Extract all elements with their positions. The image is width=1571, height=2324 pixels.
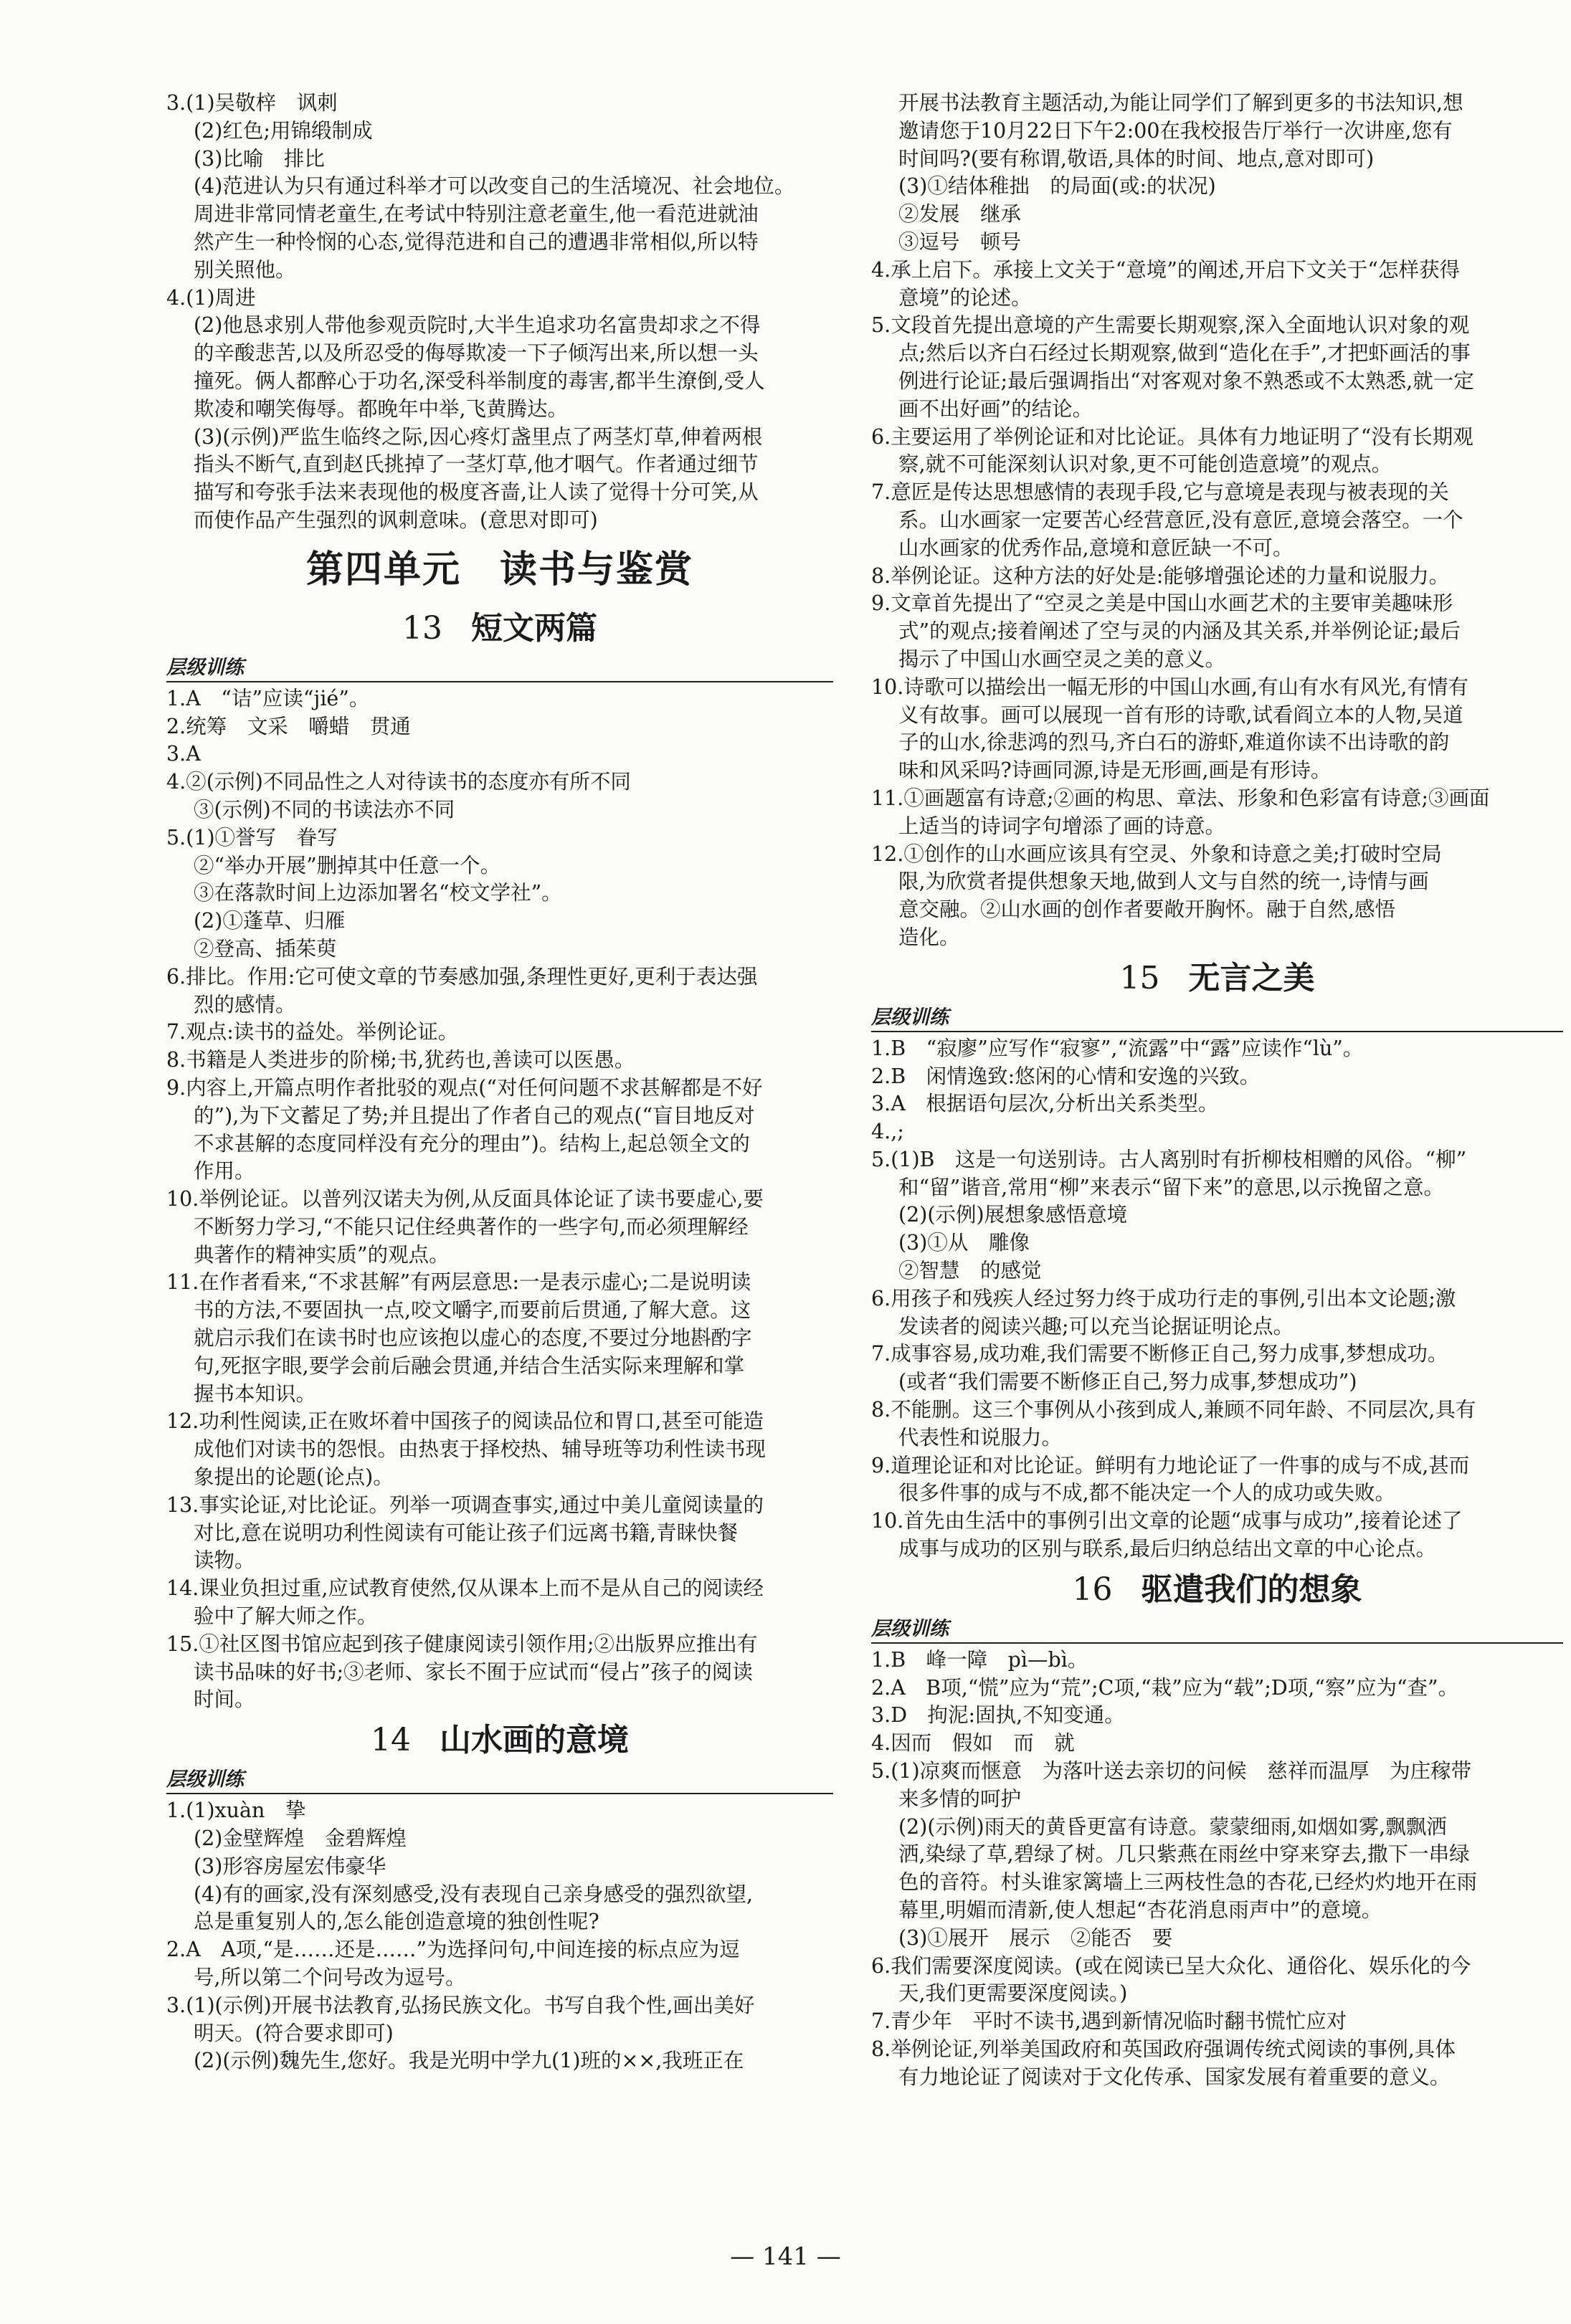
answer-line: 画不出好画”的结论。 [898, 396, 1093, 421]
answer-line: 5.(1)①誉写 眷写 [166, 825, 338, 849]
answer-line: 7.青少年 平时不读书,遇到新情况临时翻书慌忙应对 [871, 2009, 1347, 2034]
section-heading: 层级训练 [871, 1005, 1563, 1032]
answer-line: 6.主要运用了举例论证和对比论证。具体有力地证明了“没有长期观 [871, 424, 1473, 449]
answer-line: (4)范进认为只有通过科举才可以改变自己的生活境况、社会地位。 [194, 174, 795, 199]
answer-line: 1.B “寂廖”应写作“寂寥”,“流露”中“露”应读作“lù”。 [871, 1036, 1364, 1060]
answer-line: 12.功利性阅读,正在败坏着中国孩子的阅读品位和胃口,甚至可能造 [166, 1409, 764, 1434]
answer-line: 来多情的呵护 [898, 1786, 1022, 1811]
answer-line: 总是重复别人的,怎么能创造意境的独创性呢? [194, 1910, 599, 1934]
answer-line: (3)比喻 排比 [194, 146, 325, 171]
answer-line: 上适当的诗词字句增添了画的诗意。 [898, 814, 1226, 838]
answer-line: 9.内容上,开篇点明作者批驳的观点(“对任何问题不求甚解都是不好 [166, 1075, 763, 1100]
answer-line: 10.诗歌可以描绘出一幅无形的中国山水画,有山有水有风光,有情有 [871, 675, 1468, 699]
answer-line: 4.(1)周进 [166, 285, 256, 310]
answer-line: (4)有的画家,没有深刻感受,没有表现自己亲身感受的强烈欲望, [194, 1882, 754, 1906]
answer-line: 系。山水画家一定要苦心经营意匠,没有意匠,意境会落空。一个 [898, 508, 1463, 532]
answer-line: 8.书籍是人类进步的阶梯;书,犹药也,善读可以医愚。 [166, 1048, 635, 1072]
answer-line: 的”),为下文蓄足了势;并且提出了作者自己的观点(“盲目地反对 [194, 1103, 755, 1128]
unit-heading: 第四单元 读书与鉴赏 [305, 548, 693, 591]
answer-line: 7.意匠是传达思想感情的表现手段,它与意境是表现与被表现的关 [871, 480, 1449, 505]
left-column [166, 90, 833, 2075]
answer-line: 3.D 拘泥:固执,不知变通。 [871, 1703, 1125, 1728]
answer-line: 别关照他。 [194, 257, 296, 282]
answer-line: 象提出的论题(论点)。 [194, 1465, 394, 1490]
answer-line: 9.文章首先提出了“空灵之美是中国山水画艺术的主要审美趣味形 [871, 591, 1453, 616]
answer-line: (2)(示例)魏先生,您好。我是光明中学九(1)班的××,我班正在 [194, 2049, 744, 2073]
answer-line: 10.首先由生活中的事例引出文章的论题“成事与成功”,接着论述了 [871, 1509, 1463, 1533]
answer-line: 成事与成功的区别与联系,最后归纳总结出文章的中心论点。 [898, 1537, 1437, 1561]
answer-line: 7.成事容易,成功难,我们需要不断修正自己,努力成事,梦想成功。 [871, 1342, 1448, 1366]
answer-line: (或者“我们需要不断修正自己,努力成事,梦想成功”) [898, 1370, 1357, 1394]
answer-line: 限,为欣赏者提供想象天地,做到人文与自然的统一,诗情与画 [898, 870, 1429, 894]
answer-line: 指头不断气,直到赵氏挑掉了一茎灯草,他才咽气。作者通过细节 [194, 452, 759, 477]
answer-line: 造化。 [898, 925, 960, 949]
answer-line: 4.承上启下。承接上文关于“意境”的阐述,开启下文关于“怎样获得 [871, 257, 1460, 282]
lesson-title [871, 1563, 1563, 1616]
answer-line: 15.①社区图书馆应起到孩子健康阅读引领作用;②出版界应推出有 [166, 1632, 758, 1656]
answer-line: 8.不能删。这三个事例从小孩到成人,兼顾不同年龄、不同层次,具有 [871, 1398, 1476, 1422]
answer-line: 8.举例论证,列举美国政府和英国政府强调传统式阅读的事例,具体 [871, 2037, 1456, 2061]
answer-line: 意境”的论述。 [898, 285, 1032, 310]
answer-line: (3)(示例)严监生临终之际,因心疼灯盏里点了两茎灯草,伸着两根 [194, 424, 763, 449]
answer-line: 就启示我们在读书时也应该抱以虚心的态度,不要过分地斟酌字 [194, 1326, 752, 1351]
answer-line: 4.②(示例)不同品性之人对待读书的态度亦有所不同 [166, 770, 631, 794]
answer-line: ②登高、插茱萸 [194, 936, 337, 961]
answer-line: 1.A “诘”应读“jié”。 [166, 686, 370, 710]
answer-line: 明天。(符合要求即可) [194, 2021, 394, 2045]
answer-line: 2.A B项,“慌”应为“荒”;C项,“栽”应为“载”;D项,“察”应为“查”。 [871, 1675, 1459, 1700]
answer-line: ③逗号 顿号 [898, 229, 1022, 254]
answer-line: 色的音符。村头谁家篱墙上三两枝性急的杏花,已经灼灼地开在雨 [898, 1870, 1478, 1895]
answer-line: 号,所以第二个问号改为逗号。 [194, 1966, 466, 1990]
lesson-name: 无言之美 [1188, 959, 1315, 996]
answer-line: 式”的观点;接着阐述了空与灵的内涵及其关系,并举例论证;最后 [898, 619, 1461, 644]
answer-line: (3)①结体稚拙 的局面(或:的状况) [898, 174, 1216, 199]
answer-line: 邀请您于10月22日下午2:00在我校报告厅举行一次讲座,您有 [898, 118, 1453, 143]
answer-line: 4.因而 假如 而 就 [871, 1731, 1075, 1756]
answer-line: 2.B 闲情逸致:悠闲的心情和安逸的兴致。 [871, 1064, 1261, 1088]
answer-line: 发读者的阅读兴趣;可以充当论据证明论点。 [898, 1314, 1294, 1338]
answer-line: 2.A A项,“是……还是……”为选择问句,中间连接的标点应为逗 [166, 1938, 740, 1962]
answer-line: 握书本知识。 [194, 1381, 317, 1406]
lesson-number: 15 [1119, 959, 1160, 996]
lesson-title [166, 602, 833, 655]
answer-line: 5.文段首先提出意境的产生需要长期观察,深入全面地认识对象的观 [871, 313, 1470, 338]
answer-line: 察,就不可能深刻认识对象,更不可能创造意境”的观点。 [898, 452, 1392, 477]
answer-line: (2)他恳求别人带他参观贡院时,大半生追求功名富贵却求之不得 [194, 313, 761, 338]
answer-line: ③(示例)不同的书读法亦不同 [194, 797, 455, 822]
lesson-number: 13 [402, 609, 442, 647]
answer-line: 揭示了中国山水画空灵之美的意义。 [898, 647, 1226, 671]
answer-line: 的辛酸悲苦,以及所忍受的侮辱欺凌一下子倾泻出来,所以想一头 [194, 341, 759, 366]
answer-line: 有力地论证了阅读对于文化传承、国家发展有着重要的意义。 [898, 2065, 1451, 2089]
answer-line: 8.举例论证。这种方法的好处是:能够增强论述的力量和说服力。 [871, 563, 1450, 588]
section-heading: 层级训练 [166, 1767, 833, 1794]
answer-line: 不求甚解的态度同样没有充分的理由”)。结构上,起总领全文的 [194, 1131, 750, 1156]
answer-line: 3.A [166, 742, 201, 766]
answer-line: 例进行论证;最后强调指出“对客观对象不熟悉或不太熟悉,就一定 [898, 368, 1474, 393]
answer-line: ②发展 继承 [898, 202, 1022, 227]
answer-line: 描写和夸张手法来表现他的极度吝啬,让人读了觉得十分可笑,从 [194, 480, 759, 505]
answer-line: 欺凌和嘲笑侮辱。都晚年中举,飞黄腾达。 [194, 396, 569, 421]
answer-line: 句,死抠字眼,要学会前后融会贯通,并结合生活实际来理解和掌 [194, 1353, 745, 1378]
answer-line: 7.观点:读书的益处。举例论证。 [166, 1020, 459, 1044]
lesson-name: 山水画的意境 [440, 1722, 629, 1759]
answer-line: (3)①从 雕像 [898, 1231, 1030, 1255]
answer-line: 义有故事。画可以展现一首有形的诗歌,试看阎立本的人物,吴道 [898, 703, 1463, 727]
answer-line: 4.,; [871, 1120, 904, 1144]
answer-line: 幕里,明媚而清新,使人想起“杏花消息雨声中”的意境。 [898, 1898, 1382, 1923]
lesson-number: 14 [371, 1722, 411, 1759]
answer-line: 3.A 根据语句层次,分析出关系类型。 [871, 1092, 1219, 1116]
answer-line: (3)①展开 展示 ②能否 要 [898, 1925, 1173, 1950]
answer-line: 洒,染绿了草,碧绿了树。几只紫燕在雨丝中穿来穿去,撒下一串绿 [898, 1842, 1470, 1867]
answer-line: 成他们对读书的怨恨。由热衷于择校热、辅导班等功利性读书现 [194, 1437, 766, 1462]
answer-line: 烈的感情。 [194, 992, 296, 1016]
answer-line: 时间吗?(要有称谓,敬语,具体的时间、地点,意对即可) [898, 146, 1375, 171]
answer-line: 1.(1)xuàn 挚 [166, 1799, 306, 1823]
answer-line: (2)红色;用锦缎制成 [194, 118, 373, 143]
lesson-title [166, 1714, 833, 1767]
answer-line: 开展书法教育主题活动,为能让同学们了解到更多的书法知识,想 [898, 91, 1463, 115]
answer-line: 味和风采吗?诗画同源,诗是无形画,画是有形诗。 [898, 758, 1332, 783]
answer-line: 3.(1)吴敬梓 讽刺 [166, 91, 338, 115]
answer-line: 11.①画题富有诗意;②画的构思、章法、形象和色彩富有诗意;③画面 [871, 786, 1490, 810]
answer-line: 11.在作者看来,“不求甚解”有两层意思:一是表示虚心;二是说明读 [166, 1270, 751, 1295]
answer-line: 12.①创作的山水画应该具有空灵、外象和诗意之美;打破时空局 [871, 842, 1442, 866]
answer-line: 典著作的精神实质”的观点。 [194, 1242, 450, 1267]
section-heading: 层级训练 [166, 655, 833, 682]
answer-line: (2)金壁辉煌 金碧辉煌 [194, 1827, 407, 1851]
answer-line: 5.(1)凉爽而惬意 为落叶送去亲切的问候 慈祥而温厚 为庄稼带 [871, 1759, 1472, 1784]
page-number: — 141 — [730, 2242, 841, 2271]
right-column [871, 90, 1563, 2092]
answer-line: 意交融。②山水画的创作者要敞开胸怀。融于自然,感悟 [898, 897, 1396, 922]
answer-line: 撞死。俩人都醉心于功名,深受科举制度的毒害,都半生潦倒,受人 [194, 368, 765, 393]
lesson-title [871, 952, 1563, 1005]
answer-line: ③在落款时间上边添加署名“校文学社”。 [194, 881, 562, 905]
answer-line: 作用。 [194, 1159, 255, 1184]
answer-line: 5.(1)B 这是一句送别诗。古人离别时有折柳枝相赠的风俗。“柳” [871, 1147, 1467, 1171]
lesson-name: 短文两篇 [471, 609, 597, 647]
answer-line: 6.排比。作用:它可使文章的节奏感加强,条理性更好,更利于表达强 [166, 964, 758, 989]
answer-line: 代表性和说服力。 [898, 1425, 1063, 1449]
answer-line: 3.(1)(示例)开展书法教育,弘扬民族文化。书写自我个性,画出美好 [166, 1993, 755, 2017]
answer-line: 读物。 [194, 1548, 255, 1573]
answer-line: 不断努力学习,“不能只记住经典著作的一些字句,而必须理解经 [194, 1214, 749, 1239]
answer-line: 6.用孩子和残疾人经过努力终于成功行走的事例,引出本文论题;激 [871, 1286, 1456, 1310]
answer-line: 周进非常同情老童生,在考试中特别注意老童生,他一看范进就油 [194, 202, 759, 227]
answer-line: (3)形容房屋宏伟豪华 [194, 1854, 386, 1878]
answer-line: 读书品味的好书;③老师、家长不囿于应试而“侵占”孩子的阅读 [194, 1659, 753, 1684]
answer-line: 6.我们需要深度阅读。(或在阅读已呈大众化、通俗化、娱乐化的今 [871, 1953, 1471, 1978]
answer-line: 2.统筹 文采 嚼蜡 贯通 [166, 714, 411, 738]
answer-line: 9.道理论证和对比论证。鲜明有力地论证了一件事的成与不成,甚而 [871, 1453, 1470, 1477]
answer-line: 对比,意在说明功利性阅读有可能让孩子们远离书籍,青睐快餐 [194, 1520, 739, 1545]
answer-line: 天,我们更需要深度阅读。) [898, 1981, 1128, 2006]
answer-line: 子的山水,徐悲鸿的烈马,齐白石的游虾,难道你读不出诗歌的韵 [898, 730, 1450, 755]
answer-line: ②智慧 的感觉 [898, 1259, 1042, 1283]
answer-line: 书的方法,不要固执一点,咬文嚼字,而要前后贯通,了解大意。这 [194, 1298, 751, 1323]
answer-line: 山水画家的优秀作品,意境和意匠缺一不可。 [898, 535, 1294, 560]
answer-line: 很多件事的成与不成,都不能决定一个人的成功或失败。 [898, 1481, 1396, 1505]
answer-line: 14.课业负担过重,应试教育使然,仅从课本上而不是从自己的阅读经 [166, 1576, 764, 1601]
answer-line: 13.事实论证,对比论证。列举一项调查事实,通过中美儿童阅读量的 [166, 1492, 764, 1517]
answer-line: 和“留”谐音,常用“柳”来表示“留下来”的意思,以示挽留之意。 [898, 1175, 1445, 1199]
answer-line: (2)(示例)雨天的黄昏更富有诗意。蒙蒙细雨,如烟如雾,飘飘洒 [898, 1814, 1447, 1839]
answer-line: 1.B 峰一障 pì—bì。 [871, 1647, 1088, 1672]
answer-line: 验中了解大师之作。 [194, 1604, 378, 1629]
answer-line: 点;然后以齐白石经过长期观察,做到“造化在手”,才把虾画活的事 [898, 341, 1471, 366]
answer-line: (2)(示例)展想象感悟意境 [898, 1203, 1128, 1227]
answer-line: 10.举例论证。以普列汉诺夫为例,从反面具体论证了读书要虚心,要 [166, 1187, 764, 1211]
answer-line: 时间。 [194, 1687, 255, 1712]
answer-line: (2)①蓬草、归雁 [194, 909, 346, 933]
lesson-number: 16 [1072, 1571, 1113, 1608]
answer-line: 然产生一种怜悯的心态,觉得范进和自己的遭遇非常相似,所以特 [194, 229, 759, 254]
lesson-name: 驱遣我们的想象 [1141, 1571, 1362, 1608]
answer-line: 而使作品产生强烈的讽刺意味。(意思对即可) [194, 508, 598, 532]
answer-line: ②“举办开展”删掉其中任意一个。 [194, 853, 501, 877]
section-heading: 层级训练 [871, 1616, 1563, 1644]
